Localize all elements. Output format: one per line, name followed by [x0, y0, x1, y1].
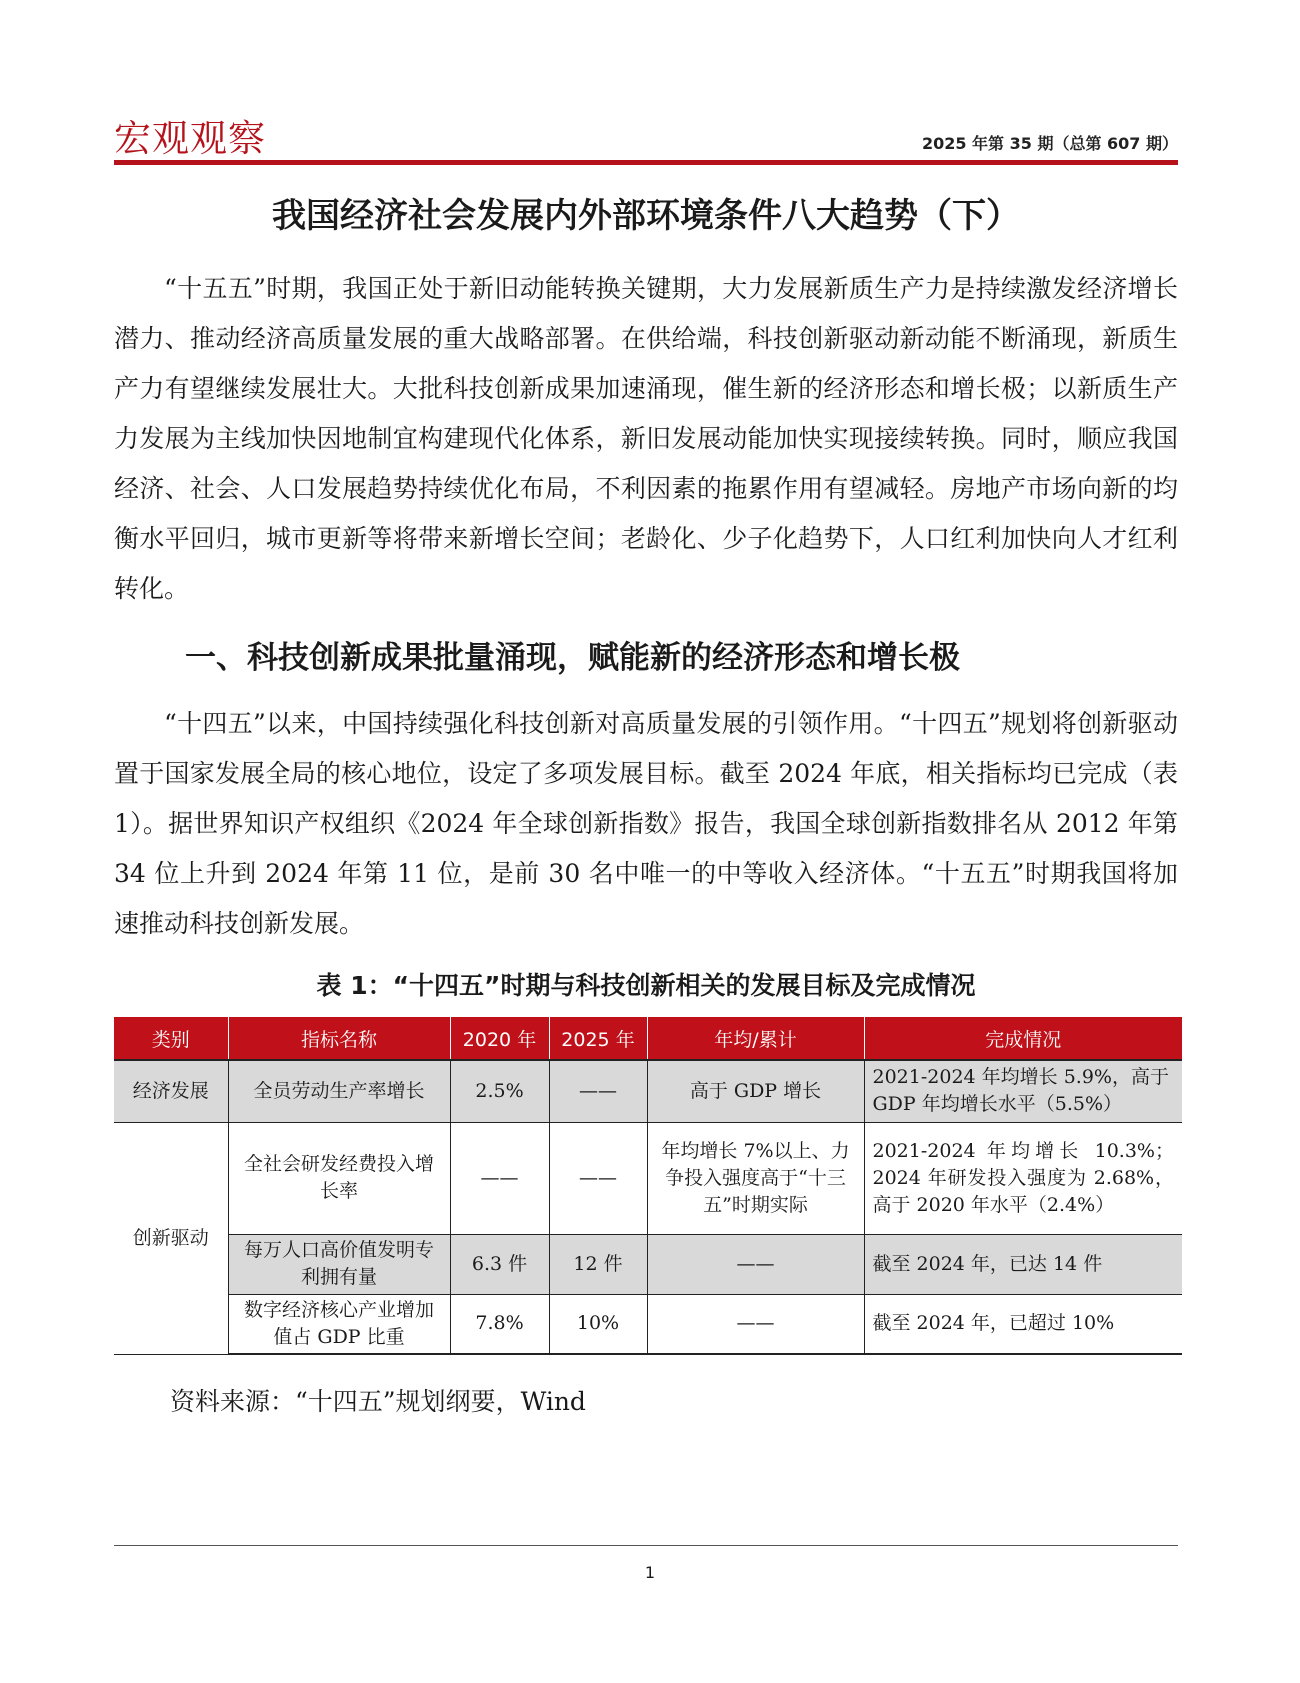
page-title: 我国经济社会发展内外部环境条件八大趋势（下）	[272, 196, 1020, 236]
table-cell: 12 件	[549, 1234, 647, 1294]
table-cell: 10%	[549, 1294, 647, 1354]
issue-number: 2025 年第 35 期（总第 607 期）	[921, 134, 1178, 153]
table-cell: 年均增长 7%以上、力争投入强度高于“十三五”时期实际	[647, 1122, 864, 1234]
table-cell: ——	[647, 1294, 864, 1354]
footer-divider	[114, 1545, 1178, 1546]
table-cell-indicator: 每万人口高价值发明专利拥有量	[228, 1234, 450, 1294]
section-heading: 一、科技创新成果批量涌现，赋能新的经济形态和增长极	[185, 640, 960, 676]
table-row	[114, 1234, 1182, 1294]
table-cell: 6.3 件	[450, 1234, 549, 1294]
table-cell: 2.5%	[450, 1060, 549, 1122]
table-cell-indicator: 全员劳动生产率增长	[228, 1060, 450, 1122]
table-cell: ——	[549, 1122, 647, 1234]
targets-table	[114, 1017, 1182, 1355]
table-cell-category: 经济发展	[114, 1060, 228, 1122]
table-cell-status: 截至 2024 年，已达 14 件	[864, 1234, 1182, 1294]
column-header: 类别	[114, 1017, 228, 1060]
intro-paragraph: “十五五”时期，我国正处于新旧动能转换关键期，大力发展新质生产力是持续激发经济增长潜力、推动经济高质量发展的重大战略部署。在供给端，科技创新驱动新动能不断涌现，新质生产力有望继续发展壮大。大批科技创新成果加速涌现，催生新的经济形态和增长极；以新质生产力发展为主线加快因地制宜构建现代化体系，新旧发展动能加快实现接续转换。同时，顺应我国经济、社会、人口发展趋势持续优化布局，不利因素的拖累作用有望减轻。房地产市场向新的均衡水平回归，城市更新等将带来新增长空间；老龄化、少子化趋势下，人口红利加快向人才红利转化。	[114, 274, 1178, 603]
table-source-note: 资料来源：“十四五”规划纲要，Wind	[170, 1387, 586, 1416]
header-divider	[114, 160, 1178, 165]
publication-brand: 宏观观察	[114, 117, 266, 160]
table-cell-indicator: 数字经济核心产业增加值占 GDP 比重	[228, 1294, 450, 1354]
table-cell: ——	[647, 1234, 864, 1294]
table-row	[114, 1060, 1182, 1122]
column-header: 2025 年	[549, 1017, 647, 1060]
table-header-row	[114, 1017, 1182, 1060]
column-header: 年均/累计	[647, 1017, 864, 1060]
table-caption: 表 1：“十四五”时期与科技创新相关的发展目标及完成情况	[316, 971, 976, 1000]
page-number: 1	[644, 1563, 656, 1582]
table-cell-status: 截至 2024 年，已超过 10%	[864, 1294, 1182, 1354]
table-row	[114, 1294, 1182, 1354]
table-cell-indicator: 全社会研发经费投入增长率	[228, 1122, 450, 1234]
table-cell: ——	[549, 1060, 647, 1122]
table-row	[114, 1122, 1182, 1234]
table-cell: 7.8%	[450, 1294, 549, 1354]
table-cell: ——	[450, 1122, 549, 1234]
section-paragraph: “十四五”以来，中国持续强化科技创新对高质量发展的引领作用。“十四五”规划将创新驱动置于国家发展全局的核心地位，设定了多项发展目标。截至 2024 年底，相关指标均已完成（表 1）。据世界知识产权组织《2024 年全球创新指数》报告，我国全球创新指数排名从 2012 年第 34 位上升到 2024 年第 11 位，是前 30 名中唯一的中等收入经济体。“十五五”时期我国将加速推动科技创新发展。	[114, 709, 1178, 938]
column-header: 完成情况	[864, 1017, 1182, 1060]
table-cell-status: 2021-2024 年均增长 10.3%；2024 年研发投入强度为 2.68%，高于 2020 年水平（2.4%）	[864, 1122, 1182, 1234]
column-header: 指标名称	[228, 1017, 450, 1060]
column-header: 2020 年	[450, 1017, 549, 1060]
table-cell-status: 2021-2024 年均增长 5.9%，高于 GDP 年均增长水平（5.5%）	[864, 1060, 1182, 1122]
table-cell: 高于 GDP 增长	[647, 1060, 864, 1122]
table-cell-category: 创新驱动	[114, 1122, 228, 1354]
